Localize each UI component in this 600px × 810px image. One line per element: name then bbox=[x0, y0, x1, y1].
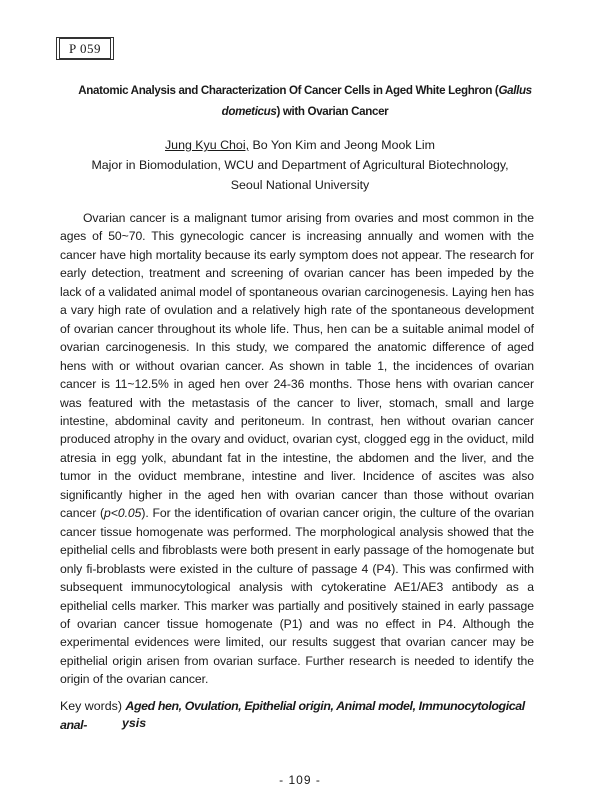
co-authors: Bo Yon Kim and Jeong Mook Lim bbox=[249, 138, 435, 152]
presentation-code-box bbox=[56, 37, 114, 60]
abstract-body bbox=[60, 209, 534, 689]
keywords-list-continuation: ysis bbox=[122, 716, 147, 730]
title-rest: ) with Ovarian Cancer bbox=[276, 105, 389, 118]
affiliation-line-1: Major in Biomodulation, WCU and Department of Agricultural Biotechnology, bbox=[91, 158, 509, 172]
keywords-list: Aged hen, Ovulation, Epithelial origin, Animal model, Immunocytological anal- bbox=[60, 699, 525, 732]
abstract-p-value: p<0.05 bbox=[104, 506, 142, 521]
abstract-text-part-1: Ovarian cancer is a malignant tumor arising from ovaries and most common in the ages of 50~70. This gynecologic cancer is increasing annually and women with the cancer have high mortality because its early symptom does not appear. The research for early detection, treatment and screening of ovarian cancer has been impeded by the lack of a validated animal model of spontaneous ovarian carcinogenesis. Laying hen has a vary high rate of ovulation and a relatively high rate of the spontaneous development of ovarian cancer throughout its whole life. Thus, hen can be a suitable animal model of ovarian carcinogenesis. In this study, we compared the anatomic difference of aged hens with or without ovarian cancer. As shown in table 1, the incidences of ovarian cancer is 11~12.5% in aged hen over 24-36 months. Those hens with ovarian cancer was featured with the metastasis of the cancer to liver, stomach, small and large intestine, abdominal cavity and peritoneum. In contrast, hen without ovarian cancer produced atrophy in the ovary and oviduct, ovarian cyst, clogged egg in the oviduct, mild atresia in egg yolk, abundant fat in the intestine, the abdomen and the liver, and the tumor in the oviduct membrane, intestine and liver. Incidence of ascites was also significantly higher in the aged hen with ovarian cancer than those without ovarian cancer ( bbox=[60, 211, 534, 521]
keywords-block bbox=[60, 697, 540, 734]
paper-title bbox=[70, 80, 540, 122]
author-line bbox=[60, 135, 540, 155]
keywords-label: Key words) bbox=[60, 699, 126, 713]
title-scientific-name: Gallus dometicus bbox=[221, 84, 532, 118]
abstract-text-part-2: ). For the identification of ovarian cancer origin, the culture of the ovarian cancer tissue homogenate was performed. The morphological analysis showed that the epithelial cells and fibroblasts were both present in early passage of the homogenate but only fi-broblasts were existed in the culture of passage 4 (P4). This was confirmed with subsequent immunocytological analysis with cytokeratine AE1/AE3 antibody as a epithelial cells marker. This marker was partially and positively stained in early passage of ovarian cancer tissue homogenate (P1) and was no effect in P4. Although the experimental evidences were limited, our results suggest that ovarian cancer may be epithelial origin arisen from ovarian surface. Further research is needed to identify the origin of the ovarian cancer. bbox=[60, 506, 534, 687]
title-paren-open: ( bbox=[494, 84, 499, 97]
author-block bbox=[60, 135, 540, 195]
title-main: Anatomic Analysis and Characterization Of Cancer Cells in Aged White Leghron bbox=[78, 84, 495, 97]
presenting-author: Jung Kyu Choi, bbox=[164, 138, 250, 152]
affiliation-line-2: Seoul National University bbox=[230, 178, 370, 192]
page-number: - 109 - bbox=[279, 773, 321, 787]
presentation-code: P 059 bbox=[59, 38, 111, 59]
